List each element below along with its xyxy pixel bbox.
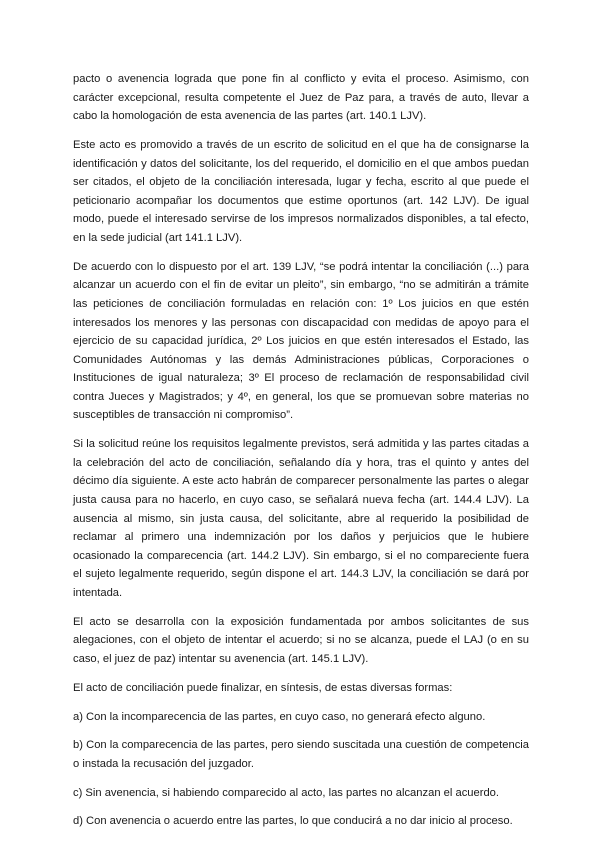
paragraph-escrito-solicitud: Este acto es promovido a través de un escrito de solicitud en el que ha de consignarse la identificación y datos del solicitante, los del requerido, el domicilio en el que ambos puedan ser citados, el objeto de la conciliación interesada, lugar y fecha, escrito al que puede el peticionario acompañar los documentos que estime oportunos (art. 142 LJV). De igual modo, puede el interesado servirse de los impresos normalizados disponibles, a tal efecto, en la sede judicial (art 141.1 LJV). (73, 138, 529, 244)
list-item-d: d) Con avenencia o acuerdo entre las partes, lo que conducirá a no dar inicio al proceso. (73, 815, 513, 828)
paragraph-admision-solicitud: Si la solicitud reúne los requisitos legalmente previstos, será admitida y las partes citadas a la celebración del acto de conciliación, señalando día y hora, tras el quinto y antes del décimo día siguiente. A este acto habrán de comparecer personalmente las partes o alegar justa causa para no hacerlo, en cuyo caso, se señalará nueva fecha (art. 144.4 LJV). La ausencia al mismo, sin justa causa, del solicitante, abre al requerido la posibilidad de reclamar al primero una indemnización por los daños y perjuicios que le hubiere ocasionado la comparecencia (art. 144.2 LJV). Sin embargo, si el no compareciente fuera el sujeto legalmente requerido, según dispone el art. 144.3 LJV, la conciliación se dará por intentada. (73, 438, 529, 599)
paragraph-desarrollo-acto: El acto se desarrolla con la exposición fundamentada por ambos solicitantes de sus alegaciones, con el objeto de intentar el acuerdo; si no se alcanza, puede el LAJ (o en su caso, el juez de paz) intentar su avenencia (art. 145.1 LJV). (73, 615, 529, 665)
list-item-c: c) Sin avenencia, si habiendo comparecido al acto, las partes no alcanzan el acuerdo. (73, 786, 500, 799)
list-item-a: a) Con la incomparecencia de las partes, en cuyo caso, no generará efecto alguno. (73, 710, 486, 723)
paragraph-formas-finalizar: El acto de conciliación puede finalizar, en síntesis, de estas diversas formas: (73, 681, 453, 694)
list-item-b: b) Con la comparecencia de las partes, pero siendo suscitada una cuestión de competencia o instada la recusación del juzgador. (73, 739, 529, 770)
document-page (73, 70, 529, 841)
paragraph-homologacion: pacto o avenencia lograda que pone fin al conflicto y evita el proceso. Asimismo, con carácter excepcional, resulta competente el Juez de Paz para, a través de auto, llevar a cabo la homologación de esta avenencia de las partes (art. 140.1 LJV). (73, 73, 529, 123)
paragraph-art-139: De acuerdo con lo dispuesto por el art. 139 LJV, “se podrá intentar la conciliación (...) para alcanzar un acuerdo con el fin de evitar un pleito”, sin embargo, “no se admitirán a trámite las peticiones de conciliación formuladas en relación con: 1º Los juicios en que estén interesados los menores y las personas con discapacidad con medidas de apoyo para el ejercicio de su capacidad jurídica, 2º Los juicios en que estén interesados el Estado, las Comunidades Autónomas y las demás Administraciones públicas, Corporaciones o Instituciones de igual naturaleza; 3º El proceso de reclamación de responsabilidad civil contra Jueces y Magistrados; y 4º, en general, los que se promuevan sobre materias no susceptibles de transacción ni compromiso”. (73, 260, 529, 422)
